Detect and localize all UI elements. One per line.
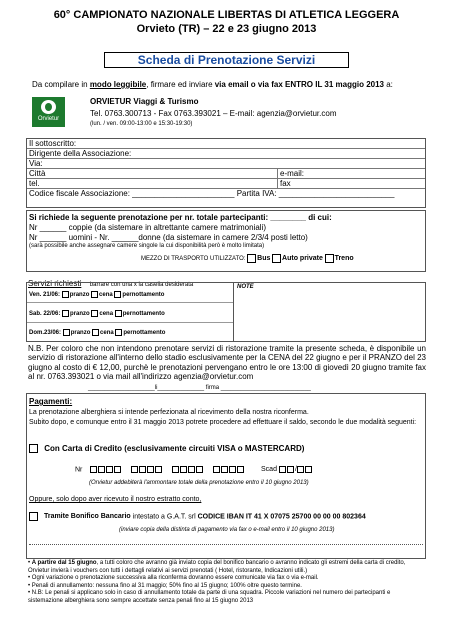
sunday-lunch-checkbox[interactable]	[63, 329, 70, 336]
footer-bullet-2: • Ogni variazione o prenotazione successiva alla riconferma dovranno essere comunicate via fax o via e-mail.	[28, 575, 319, 581]
day-row-saturday: Sab. 22/06: pranzo cena pernottamento	[29, 311, 165, 318]
services-label: Servizi richiesti	[28, 279, 82, 288]
bank-checkbox[interactable]	[29, 512, 38, 521]
section-divider	[29, 544, 423, 545]
tel-row	[27, 179, 425, 189]
saturday-dinner-checkbox[interactable]	[91, 310, 98, 317]
city-row	[27, 169, 425, 179]
transport-row: MEZZO DI TRASPORTO UTILIZZATO: Bus Auto private Treno	[141, 255, 354, 263]
agency-contacts: Tel. 0763.300713 - Fax 0763.393021 – E-mail: agenzia@orvietur.com	[90, 109, 337, 118]
card-option: Con Carta di Credito (esclusivamente circuiti VISA o MASTERCARD)	[29, 444, 304, 453]
single-room-note: (sarà possibile anche assegnare camere singole la cui disponibilità però è molto limitata)	[29, 243, 265, 249]
booking-section	[26, 210, 426, 272]
agency-name: ORVIETUR Viaggi & Turismo	[90, 97, 199, 106]
bank-note: (inviare copia della distinta di pagamento via fax o e-mail entro il 10 giugno 2013)	[119, 527, 335, 533]
agency-hours: (lun. / ven. 09:00-13:00 e 15:30-19:30)	[90, 121, 193, 127]
row-separator	[27, 302, 233, 303]
expiry-label: Scad	[261, 466, 277, 474]
friday-night-checkbox[interactable]	[114, 291, 121, 298]
footer-bullet-1-text: , a tutti coloro che avranno già inviato copia del bonifico bancario o avranno indicato gli estremi della carta di credito, Orvietur invierà i vouchers con tutti i dettagli relativi ai servizi prenotati ( Hotel, ristorante, Indicazioni utili.)	[28, 560, 406, 574]
email-field[interactable]: e-mail:	[277, 169, 304, 179]
saturday-lunch-checkbox[interactable]	[62, 310, 69, 317]
friday-dinner-checkbox[interactable]	[91, 291, 98, 298]
logo-mark-icon	[41, 100, 56, 114]
payments-p1: La prenotazione alberghiera si intende perfezionata al ricevimento della nostra riconferma.	[29, 409, 309, 416]
footer-bullet-1-bold: A partire dal 15 giugno	[31, 560, 97, 566]
transport-label: MEZZO DI TRASPORTO UTILIZZATO:	[141, 256, 246, 263]
fiscal-field[interactable]: Codice fiscale Associazione: _______________________ Partita IVA: __________________________	[29, 189, 395, 198]
expiry-digits[interactable]: /	[279, 466, 313, 473]
bus-checkbox[interactable]	[247, 254, 256, 263]
sunday-night-checkbox[interactable]	[115, 329, 122, 336]
contact-form	[26, 138, 426, 208]
payments-p2: Subito dopo, e comunque entro il 31 maggio 2013 potrete procedere ad effettuare il saldo, secondo le due modalità seguenti:	[29, 419, 417, 426]
footer-notes	[28, 560, 426, 605]
nb-restaurant-note: N.B. Per coloro che non intendono prenotare servizi di ristorazione tramite la presente scheda, è disponibile un servizio di ristorazione all'interno dello stadio esclusivamente per la CENA del 22 giugno e per il PRANZO del 23 giugno al costo di € 12,00, purchè le prenotazioni pervengano entro le ore 13:00 di giovedì 20 giugno tramite fax al nr. 0763.393021 o via mail all'indirizzo agenzia@orvietur.com	[28, 344, 426, 382]
row-separator	[27, 322, 233, 323]
services-hint: barrare con una x la casella desiderata	[89, 282, 194, 288]
footer-bullet-3: • Penali di annullamento: nessuna fino al 31 maggio; 50% fino al 15 giugno; 100% oltre questo termine.	[28, 582, 302, 589]
city-field[interactable]: Città	[29, 169, 46, 178]
participants-request[interactable]: Si richiede la seguente prenotazione per nr. totale partecipanti: ________ di cui:	[29, 213, 332, 222]
card-number-label: Nr	[75, 466, 83, 474]
footer-bullet-1: • A partire dal 15 giugno, a tutti coloro che avranno già inviato copia del bonifico bancario o avranno indicato gli estremi della carta di credito, Orvietur invierà i vouchers con tutti i dettagli relativi ai servizi prenotati ( Hotel, ristorante, Indicazioni utili.)	[28, 560, 406, 574]
saturday-night-checkbox[interactable]	[115, 310, 122, 317]
day-row-sunday: Dom.23/06: pranzo cena pernottamento	[29, 330, 166, 337]
or-text: Oppure, solo dopo aver ricevuto il nostro estratto conto,	[29, 496, 202, 503]
men-women-field[interactable]: Nr ______ uomini - Nr. ______donne (da sistemare in camere 2/3/4 posti letto)	[29, 233, 308, 242]
footer-bullet-4: • N.B: Le penali si applicano solo in caso di annullamento totale da parte di una squadra. Piccole variazioni nel numero dei partecipanti e sistemazione alberghiera sono sempre accettate senza penali fino al 15 giugno 2013	[28, 590, 391, 604]
street-field[interactable]: Via:	[27, 159, 425, 169]
card-digits[interactable]	[90, 466, 247, 473]
auto-checkbox[interactable]	[272, 254, 281, 263]
bank-option: Tramite Bonifico Bancario intestato a G.A.T. srl CODICE IBAN IT 41 X 07075 25700 00 00 00 802364	[29, 512, 366, 521]
card-number-row	[75, 466, 313, 473]
manager-field[interactable]: Dirigente della Associazione:	[27, 149, 425, 159]
tel-field[interactable]: tel.	[29, 179, 40, 188]
schedule-title: Scheda di Prenotazione Servizi	[104, 52, 349, 68]
sunday-dinner-checkbox[interactable]	[92, 329, 99, 336]
main-title: 60° CAMPIONATO NAZIONALE LIBERTAS DI ATLETICA LEGGERA	[53, 9, 400, 21]
friday-lunch-checkbox[interactable]	[62, 291, 69, 298]
services-divider	[233, 283, 234, 341]
event-subtitle: Orvieto (TR) – 22 e 23 giugno 2013	[136, 23, 317, 35]
payments-section	[26, 393, 426, 559]
orvietur-logo: Orvietur	[32, 97, 65, 127]
services-table	[26, 282, 426, 342]
undersigned-field[interactable]: Il sottoscritto:	[27, 139, 425, 149]
intro-text: Da compilare in modo leggibile, firmare ed inviare via email o via fax ENTRO IL 31 maggio 2013 a:	[32, 80, 393, 89]
day-row-friday: Ven. 21/06: pranzo cena pernottamento	[29, 292, 165, 299]
card-checkbox[interactable]	[29, 444, 38, 453]
fax-field[interactable]: fax	[277, 179, 291, 189]
couples-field[interactable]: Nr ______ coppie (da sistemare in altrettante camere matrimoniali)	[29, 223, 266, 232]
notes-label: NOTE	[237, 284, 254, 290]
train-checkbox[interactable]	[325, 254, 334, 263]
card-note: (Orvietur addebiterà l'ammontare totale della prenotazione entro il 10 giugno 2013)	[89, 480, 309, 486]
payments-title: Pagamenti:	[29, 397, 73, 406]
signature-line[interactable]: ____________________li______________ firma ___________________________	[88, 385, 311, 391]
